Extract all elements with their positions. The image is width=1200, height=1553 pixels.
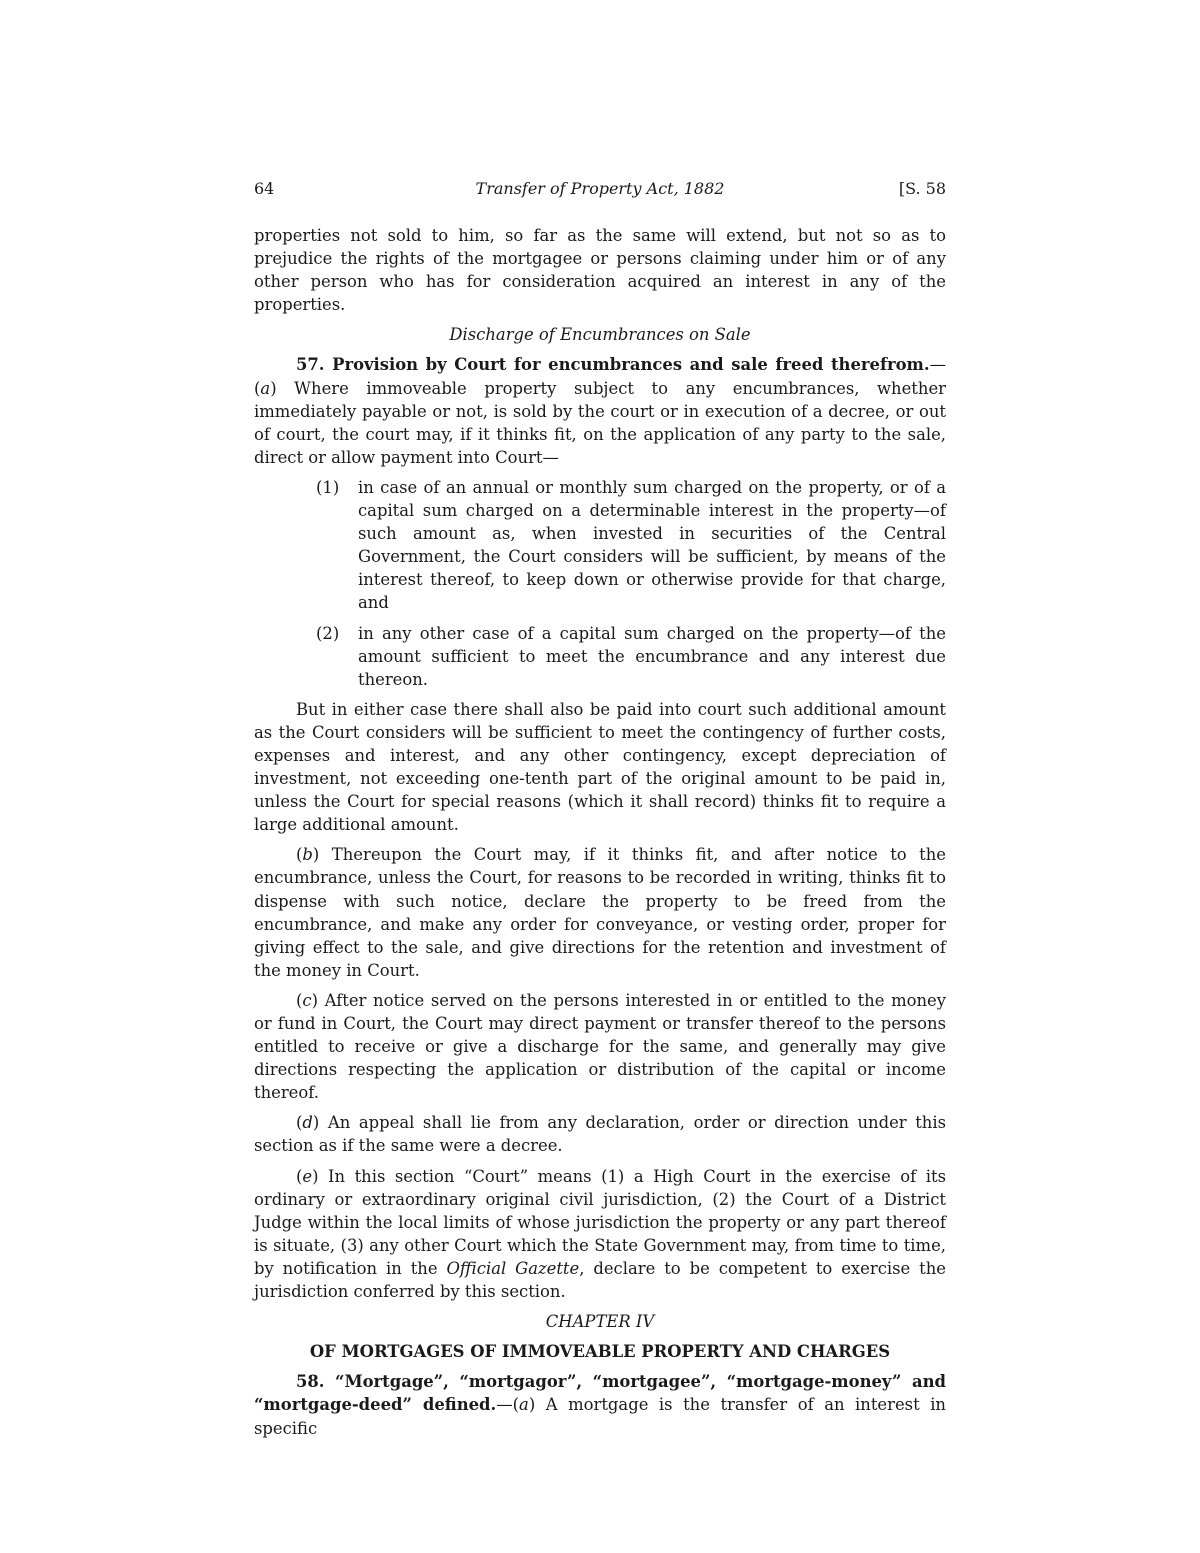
clause-e-letter: e (302, 1166, 313, 1186)
chapter-title: OF MORTGAGES OF IMMOVEABLE PROPERTY AND CHARGES (309, 1342, 891, 1362)
section-reference: [S. 58 (898, 179, 946, 198)
clause-c-letter: c (302, 990, 312, 1010)
proviso-paragraph: But in either case there shall also be paid into court such additional amount as the Court considers will be sufficient to meet the contingency of further costs, expenses and interest, and any other contingency, except depreciation of investment, not exceeding one-tenth part of the original amount to be paid in, unless the Court for special reasons (which it shall record) thinks fit to require a large additional amount. (254, 699, 946, 835)
page-number: 64 (254, 179, 275, 198)
clause-d-text: An appeal shall lie from any declaration, order or direction under this section as if the same were a decree. (254, 1113, 946, 1156)
section-57-heading: 57. Provision by Court for encumbrances and sale freed therefrom. (296, 355, 930, 375)
clause-b-letter: b (302, 845, 313, 865)
clause-item-text: in case of an annual or monthly sum charged on the property, or of a capital sum charged on a determinable interest in the property—of such amount as, when invested in securities of the Central Government, the Court considers will be sufficient, by means of the interest thereof, to keep down or otherwise provide for that charge, and (358, 477, 946, 613)
clause-d-letter: d (302, 1113, 313, 1133)
section-58-heading: 58. “Mortgage”, “mortgagor”, “mortgagee”, “mortgage-money” and “mortgage-deed” defined. (254, 1372, 946, 1415)
clause-item-text: in any other case of a capital sum charged on the property—of the amount sufficient to meet the encumbrance and any interest due thereon. (358, 623, 946, 689)
clause-c-text: After notice served on the persons interested in or entitled to the money or fund in Court, the Court may direct payment or transfer thereof to the persons entitled to receive or give a discharge for the same, and generally may give directions respecting the application or distribution of the capital or income thereof. (254, 990, 946, 1103)
document-page (254, 176, 946, 1447)
chapter-label: CHAPTER IV (545, 1312, 655, 1332)
continued-paragraph: properties not sold to him, so far as the same will extend, but not so as to prejudice the rights of the mortgagee or persons claiming under him or of any other person who has for consideration acquired an interest in any of the properties. (254, 226, 946, 315)
clause-item-number: (2) (316, 623, 340, 643)
section-58-paragraph (254, 1370, 946, 1439)
clause-a-letter: a (260, 378, 271, 398)
clause-e-text-1: In this section “Court” means (1) a High Court in the exercise of its ordinary or extraordinary original civil jurisdiction, (2) the Court of a District Judge within the local limits of whose jurisdiction the property or any part thereof is situate, (3) any other Court which the State Government may, from time to time, by notification in the (254, 1166, 946, 1278)
clause-e-text-2: , declare to be competent to exercise the jurisdiction conferred by this section. (254, 1258, 946, 1302)
running-title: Transfer of Property Act, 1882 (475, 179, 725, 198)
clause-item-2 (254, 622, 946, 691)
section-58-clause-a-text: A mortgage is the transfer of an interest in specific (254, 1395, 946, 1438)
official-gazette: Official Gazette (446, 1258, 580, 1278)
body-text (254, 224, 946, 1440)
clause-d-paragraph: (d) An appeal shall lie from any declaration, order or direction under this section as if the same were a decree. (254, 1113, 946, 1156)
clause-e-paragraph: (e) In this section “Court” means (1) a High Court in the exercise of its ordinary or extraordinary original civil jurisdiction, (2) the Court of a District Judge within the local limits of whose jurisdiction the property or any part thereof is situate, (3) any other Court which the State Government may, from time to time, by notification in the Official Gazette, declare to be competent to exercise the jurisdiction conferred by this section. (254, 1166, 946, 1302)
running-header (254, 176, 946, 202)
section-58-dash: —( (496, 1395, 520, 1415)
section-58-clause-a-close: ) (528, 1395, 536, 1415)
section-57-paragraph (254, 353, 946, 468)
subheading: Discharge of Encumbrances on Sale (449, 325, 751, 345)
clause-item-1 (254, 476, 946, 615)
section-58-clause-a-letter: a (519, 1395, 529, 1415)
clause-b-paragraph: (b) Thereupon the Court may, if it thinks fit, and after notice to the encumbrance, unless the Court, for reasons to be recorded in writing, thinks fit to dispense with such notice, declare the property to be freed from the encumbrance, and make any order for conveyance, or vesting order, proper for giving effect to the sale, and give directions for the retention and investment of the money in Court. (254, 845, 946, 980)
clause-item-number: (1) (316, 477, 340, 497)
clause-c-paragraph: (c) After notice served on the persons interested in or entitled to the money or fund in Court, the Court may direct payment or transfer thereof to the persons entitled to receive or give a discharge for the same, and generally may give directions respecting the application or distribution of the capital or income thereof. (254, 990, 946, 1103)
clause-b-text: Thereupon the Court may, if it thinks fit, and after notice to the encumbrance, unless the Court, for reasons to be recorded in writing, thinks fit to dispense with such notice, declare the property to be freed from the encumbrance, and make any order for conveyance, or vesting order, proper for giving effect to the sale, and give directions for the retention and investment of the money in Court. (254, 845, 946, 980)
clause-a-text: Where immoveable property subject to any encumbrances, whether immediately payable or not, is sold by the court or in execution of a decree, or out of court, the court may, if it thinks fit, on the application of any party to the sale, direct or allow payment into Court— (254, 378, 946, 467)
clause-a-close: ) (270, 378, 277, 398)
section-57-dash: —( (254, 355, 946, 398)
